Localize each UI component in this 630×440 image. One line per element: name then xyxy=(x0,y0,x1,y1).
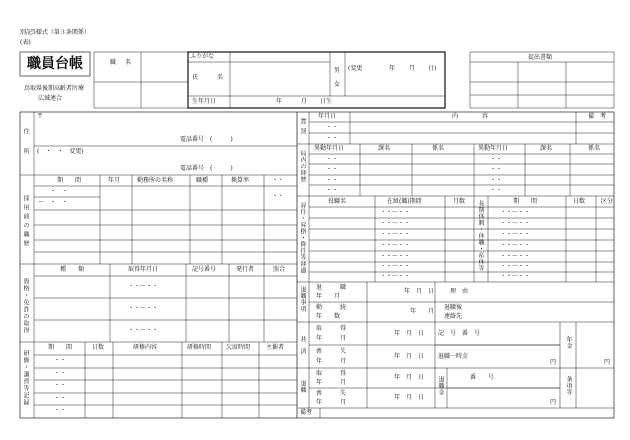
leave-label: 長期休暇・休職・産休等 xyxy=(477,200,484,272)
birth-day: 日生 xyxy=(320,98,333,105)
license-header-check: 照合 xyxy=(273,266,286,273)
promotion-period-5: ・・～・・ xyxy=(380,253,411,260)
phone-label-2: 電話番号 ( ) xyxy=(180,165,233,172)
furigana-label: ふりがな xyxy=(190,53,215,60)
address-label: 住所 xyxy=(22,128,29,168)
mutual-symbol-number: 記 号 番 号 xyxy=(438,330,481,337)
license-date-3: ・・～・・ xyxy=(128,327,159,334)
promotion-period-7: ・・～・・ xyxy=(380,273,411,280)
retire-pay-loss-date: 年 月 日 xyxy=(394,394,425,401)
leave-header-days: 日数 xyxy=(573,198,586,205)
leave-period-4: ・・～・・ xyxy=(500,242,531,249)
internal-date-8: ・・ xyxy=(490,187,503,194)
mutual-aid-label: 共済 xyxy=(299,336,306,360)
clause-label: 条項等 xyxy=(565,376,572,396)
leave-period-2: ・・～・・ xyxy=(500,220,531,227)
license-label: 資格・免許の取得 xyxy=(22,278,29,334)
org-name-line2: 広域連合 xyxy=(38,95,63,102)
promotion-period-1: ・・～・・ xyxy=(380,209,411,216)
change-month: 月 xyxy=(409,65,416,72)
internal-header-unit-2: 係名 xyxy=(588,145,601,152)
retire-allowance-label: 退職金 xyxy=(437,376,444,396)
promotion-period-4: ・・～・・ xyxy=(380,242,411,249)
leave-period-6: ・・～・・ xyxy=(500,263,531,270)
service-yearmonth: 年 月 xyxy=(410,308,435,315)
license-date-1: ・・～・・ xyxy=(128,283,159,290)
internal-date-5: ・・ xyxy=(490,156,503,163)
promotion-header-period: 在級(職)期間 xyxy=(387,198,422,205)
change-year: 年 xyxy=(389,65,396,72)
org-name-line1: 鳥取県後期高齢者医療 xyxy=(24,85,85,92)
prior-header-yearmonth: 年月 xyxy=(108,177,121,184)
training-date-1: ・・ xyxy=(54,357,67,364)
internal-header-date-1: 異動年月日 xyxy=(314,145,345,152)
leave-period-5: ・・～・・ xyxy=(500,253,531,260)
retire-number-label: 番 号 xyxy=(470,374,495,381)
leave-header-period: 期 間 xyxy=(513,198,538,205)
address-change: ( ・ ・ 変更) xyxy=(37,148,84,155)
birth-month: 月 xyxy=(301,98,308,105)
page-title: 職員台帳 xyxy=(27,56,83,72)
prior-rate-dots: ・・ xyxy=(272,193,285,200)
reward-header-content: 内 容 xyxy=(452,113,489,120)
leave-period-1: ・・～・・ xyxy=(500,209,531,216)
mutual-loss: 喪 失 xyxy=(316,348,347,355)
mutual-acquire-ym: 年 月 xyxy=(316,335,347,342)
service-years: 年 数 xyxy=(316,313,341,320)
service-label: 勤 続 xyxy=(316,304,347,311)
mutual-loss-ym: 年 月 xyxy=(316,358,347,365)
retire-pay-loss-ym: 年 月 xyxy=(316,399,347,406)
prior-header-rate: 換算率 xyxy=(231,177,250,184)
promotion-period-2: ・・～・・ xyxy=(380,220,411,227)
retire-label: 退 職 xyxy=(316,284,347,291)
internal-career-label: 局内の経歴 xyxy=(299,150,306,183)
form-number: 別記5様式（第３条関係） xyxy=(20,29,90,36)
birth-year: 年 xyxy=(276,98,283,105)
license-date-2: ・・～・・ xyxy=(128,305,159,312)
promotion-header-post: 役職名 xyxy=(328,198,347,205)
internal-date-6: ・・ xyxy=(490,166,503,173)
training-date-3: ・・ xyxy=(54,382,67,389)
name-label-mei: 名 xyxy=(217,74,224,81)
retire-pay-acquire-ym: 年 月 xyxy=(316,379,347,386)
retire-matters-label: 退職事項 xyxy=(299,286,306,312)
training-date-2: ・・ xyxy=(54,370,67,377)
training-header-content: 研修内容 xyxy=(133,344,158,351)
change-label: (変更 xyxy=(348,65,363,72)
internal-header-unit-1: 係名 xyxy=(432,145,445,152)
training-label: 研修・講習等記録 xyxy=(22,350,29,406)
promotion-period-6: ・・～・・ xyxy=(380,263,411,270)
internal-date-2: ・・ xyxy=(326,166,339,173)
pension-yen: 円 xyxy=(604,359,611,366)
postal-mark: 〒 xyxy=(37,113,44,120)
internal-header-section-1: 課名 xyxy=(378,145,391,152)
retire-pay-acquire: 取 得 xyxy=(316,370,347,377)
leave-header-category: 区分 xyxy=(601,198,614,205)
post-retire-contact: 連絡先 xyxy=(444,313,463,320)
training-header-host: 主催者 xyxy=(266,344,285,351)
promotion-label: 昇任・昇格・降任等経過 xyxy=(299,202,306,274)
retire-pay-loss: 喪 失 xyxy=(316,390,347,397)
prior-header-period: 期 間 xyxy=(57,177,82,184)
license-header-type: 種 類 xyxy=(60,266,85,273)
retire-pay-label: 退職 xyxy=(299,380,306,393)
reward-date-1: ・・ xyxy=(326,124,339,131)
retire-reason-label: 理 由 xyxy=(450,288,469,295)
internal-header-section-2: 課名 xyxy=(540,145,553,152)
prior-period-start: ・ ・ xyxy=(50,188,69,195)
retire-pay-acquire-date: 年 月 日 xyxy=(394,374,425,381)
retire-yearmonth: 年 月 xyxy=(316,293,341,300)
prior-career-label: 採用前の職歴 xyxy=(22,195,29,249)
pension-label: 年金 xyxy=(565,336,572,349)
internal-date-3: ・・ xyxy=(326,177,339,184)
mutual-loss-date: 年 月 日 xyxy=(394,353,425,360)
reward-label: 賞罰 xyxy=(299,118,306,138)
license-header-number: 記号番号 xyxy=(192,266,217,273)
birth-date-label: 生年月日 xyxy=(192,98,217,105)
training-date-5: ・・ xyxy=(54,407,67,414)
mutual-acquire: 取 得 xyxy=(316,325,347,332)
internal-header-date-2: 異動年月日 xyxy=(478,145,509,152)
mutual-acquire-date: 年 月 日 xyxy=(394,330,425,337)
submitted-docs-label: 提出書類 xyxy=(528,54,553,61)
internal-date-1: ・・ xyxy=(326,156,339,163)
training-header-hours: 研修時間 xyxy=(187,344,212,351)
training-header-period: 期 間 xyxy=(48,344,73,351)
remarks-label: 備考 xyxy=(300,409,313,416)
prior-header-dots: ・・ xyxy=(272,177,285,184)
training-header-days: 日数 xyxy=(92,344,105,351)
leave-period-3: ・・～・・ xyxy=(500,231,531,238)
mutual-lump-sum: 退職一時金 xyxy=(438,353,469,360)
retire-pay-yen: 円 xyxy=(550,399,557,406)
license-header-issuer: 発行者 xyxy=(236,266,255,273)
promotion-period-3: ・・～・・ xyxy=(380,231,411,238)
mutual-yen: 円 xyxy=(550,359,557,366)
internal-date-7: ・・ xyxy=(490,177,503,184)
reward-header-note: 備 考 xyxy=(588,113,607,120)
training-header-absent: 欠席時間 xyxy=(226,344,251,351)
reward-date-2: ・・ xyxy=(326,135,339,142)
name-label-shi: 氏 xyxy=(192,74,199,81)
side-indicator: (表) xyxy=(20,39,31,46)
promotion-header-months: 月数 xyxy=(453,198,466,205)
retire-date: 年 月 日 xyxy=(404,288,435,295)
phone-label-1: 電話番号 ( ) xyxy=(180,136,233,143)
leave-period-7: ・・～・・ xyxy=(500,273,531,280)
internal-date-4: ・・ xyxy=(326,187,339,194)
male-label: 男 xyxy=(334,67,341,74)
female-label: 女 xyxy=(334,81,341,88)
license-header-date: 取得年月日 xyxy=(128,266,159,273)
post-retire-label: 退職後 xyxy=(444,304,463,311)
prior-header-job: 職種 xyxy=(196,177,209,184)
post-label-1: 職 xyxy=(110,59,117,66)
prior-header-workplace: 勤務所の名称 xyxy=(137,177,174,184)
post-label-2: 名 xyxy=(125,59,132,66)
prior-period-end: ～ ・ ・ xyxy=(38,199,69,206)
change-day: 日) xyxy=(428,65,437,72)
reward-header-date: 年月日 xyxy=(318,113,337,120)
training-date-4: ・・ xyxy=(54,395,67,402)
